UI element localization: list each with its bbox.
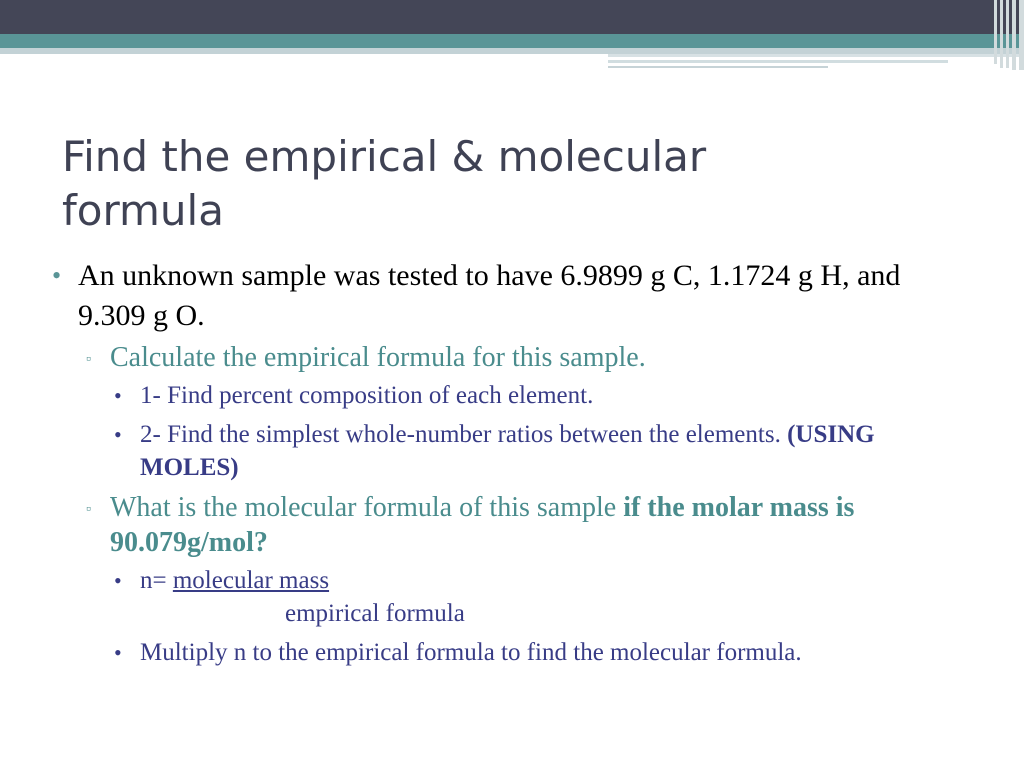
formula-numerator: molecular mass (172, 567, 330, 594)
bullet-sample-data (50, 256, 940, 336)
bullet-bold-text: (USING MOLES) (140, 421, 875, 481)
bullet-molecular-question (50, 490, 940, 560)
bullet-dot-icon: • (52, 261, 62, 290)
slide-body (50, 256, 940, 675)
banner-stripe (1012, 0, 1016, 70)
formula-denominator: empirical formula (285, 600, 465, 627)
bullet-empirical-question (50, 340, 940, 375)
bullet-text: An unknown sample was tested to have 6.9899 g C, 1.1724 g H, and 9.309 g O. (78, 259, 901, 332)
bullet-step-percent (50, 379, 940, 412)
bullet-square-icon: ▫ (86, 352, 91, 367)
banner-stripe (1019, 0, 1024, 70)
bullet-dot-icon: • (114, 383, 122, 408)
formula-prefix: n= (140, 567, 173, 594)
bullet-dot-icon: • (114, 568, 122, 593)
bullet-text: Multiply n to the empirical formula to find the molecular formula. (140, 639, 802, 666)
banner-line (608, 66, 828, 68)
banner-line (608, 54, 1024, 57)
banner-line (608, 60, 948, 63)
slide-title-line1: Find the empirical & molecular (62, 132, 707, 181)
bullet-square-icon: ▫ (86, 502, 91, 517)
banner-stripe (1006, 0, 1009, 68)
banner-teal-band (0, 34, 1024, 48)
bullet-n-formula (50, 564, 940, 630)
header-banner (0, 0, 1024, 80)
banner-stripe (1000, 0, 1003, 68)
bullet-text: What is the molecular formula of this sample (110, 492, 624, 523)
bullet-step-ratios (50, 418, 940, 484)
bullet-multiply-step (50, 636, 940, 669)
bullet-text: 2- Find the simplest whole-number ratios between the elements. (140, 421, 788, 448)
banner-dark-band (0, 0, 1024, 34)
bullet-bold-text: if the molar mass is 90.079g/mol? (110, 492, 855, 558)
bullet-text: Calculate the empirical formula for this sample. (110, 342, 646, 373)
slide-title (62, 130, 962, 238)
bullet-dot-icon: • (114, 640, 122, 665)
banner-stripe (994, 0, 997, 64)
bullet-text: 1- Find percent composition of each element. (140, 382, 594, 409)
bullet-dot-icon: • (114, 422, 122, 447)
slide-title-line2: formula (62, 186, 224, 235)
